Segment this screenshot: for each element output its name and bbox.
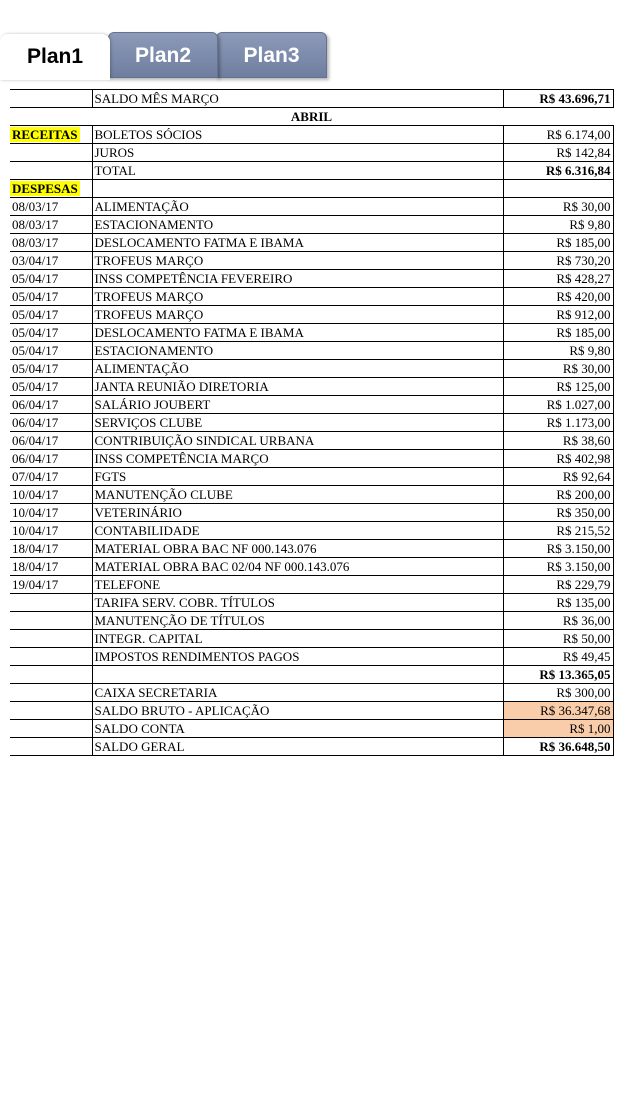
despesa-row [10, 342, 613, 360]
despesa-row [10, 360, 613, 378]
despesa-date[interactable]: 08/03/17 [10, 234, 92, 252]
despesa-value[interactable]: R$ 92,64 [503, 468, 613, 486]
despesa-value[interactable]: R$ 730,20 [503, 252, 613, 270]
despesas-label: DESPESAS [12, 181, 78, 196]
summary-value[interactable]: R$ 300,00 [503, 684, 613, 702]
despesa-value[interactable]: R$ 402,98 [503, 450, 613, 468]
despesa-value[interactable]: R$ 200,00 [503, 486, 613, 504]
despesa-value[interactable]: R$ 38,60 [503, 432, 613, 450]
despesas-header-row [10, 180, 613, 198]
summary-value[interactable]: R$ 36.347,68 [503, 702, 613, 720]
despesas-total-value[interactable]: R$ 13.365,05 [503, 666, 613, 684]
despesa-row [10, 270, 613, 288]
despesa-date[interactable]: 05/04/17 [10, 360, 92, 378]
despesa-value[interactable]: R$ 9,80 [503, 342, 613, 360]
despesa-date[interactable]: 05/04/17 [10, 378, 92, 396]
despesa-date[interactable] [10, 612, 92, 630]
despesa-value[interactable]: R$ 135,00 [503, 594, 613, 612]
despesa-row [10, 612, 613, 630]
despesa-desc[interactable]: MATERIAL OBRA BAC 02/04 NF 000.143.076 [92, 558, 503, 576]
summary-row [10, 720, 613, 738]
receitas-total-label[interactable]: TOTAL [92, 162, 503, 180]
despesa-row [10, 504, 613, 522]
summary-value[interactable]: R$ 36.648,50 [503, 738, 613, 756]
saldo-previous-row [10, 90, 613, 108]
despesa-date[interactable]: 07/04/17 [10, 468, 92, 486]
despesa-date[interactable]: 18/04/17 [10, 558, 92, 576]
receitas-row-0 [10, 126, 613, 144]
receita-desc[interactable]: BOLETOS SÓCIOS [92, 126, 503, 144]
receitas-total-value[interactable]: R$ 6.316,84 [503, 162, 613, 180]
cell-empty[interactable] [10, 720, 92, 738]
summary-desc[interactable]: SALDO GERAL [92, 738, 503, 756]
despesa-desc[interactable]: TARIFA SERV. COBR. TÍTULOS [92, 594, 503, 612]
receitas-total-row [10, 162, 613, 180]
despesa-desc[interactable]: MANUTENÇÃO CLUBE [92, 486, 503, 504]
despesa-date[interactable]: 10/04/17 [10, 486, 92, 504]
despesa-desc[interactable]: FGTS [92, 468, 503, 486]
despesa-row [10, 216, 613, 234]
sheet-tab-bar [0, 0, 618, 90]
despesa-desc[interactable]: DESLOCAMENTO FATMA E IBAMA [92, 234, 503, 252]
despesa-row [10, 396, 613, 414]
despesas-total-row [10, 666, 613, 684]
despesa-date[interactable]: 19/04/17 [10, 576, 92, 594]
despesa-row [10, 558, 613, 576]
saldo-previous-value[interactable]: R$ 43.696,71 [503, 90, 613, 108]
despesa-desc[interactable]: ALIMENTAÇÃO [92, 198, 503, 216]
summary-row [10, 702, 613, 720]
despesa-date[interactable]: 06/04/17 [10, 414, 92, 432]
despesa-row [10, 630, 613, 648]
receita-desc[interactable]: JUROS [92, 144, 503, 162]
despesa-desc[interactable]: VETERINÁRIO [92, 504, 503, 522]
cell-empty[interactable] [10, 90, 92, 108]
despesa-desc[interactable]: DESLOCAMENTO FATMA E IBAMA [92, 324, 503, 342]
receita-value[interactable]: R$ 6.174,00 [503, 126, 613, 144]
summary-desc[interactable]: CAIXA SECRETARIA [92, 684, 503, 702]
despesa-date[interactable]: 18/04/17 [10, 540, 92, 558]
despesa-value[interactable]: R$ 428,27 [503, 270, 613, 288]
despesa-desc[interactable]: JANTA REUNIÃO DIRETORIA [92, 378, 503, 396]
receitas-label: RECEITAS [12, 127, 78, 142]
despesa-desc[interactable]: SERVIÇOS CLUBE [92, 414, 503, 432]
despesa-row [10, 540, 613, 558]
despesa-date[interactable]: 08/03/17 [10, 198, 92, 216]
receitas-row-1 [10, 144, 613, 162]
cell-empty[interactable] [503, 180, 613, 198]
despesa-value[interactable]: R$ 3.150,00 [503, 558, 613, 576]
despesa-value[interactable]: R$ 30,00 [503, 198, 613, 216]
despesa-desc[interactable]: SALÁRIO JOUBERT [92, 396, 503, 414]
despesa-desc[interactable]: INTEGR. CAPITAL [92, 630, 503, 648]
despesa-desc[interactable]: ESTACIONAMENTO [92, 216, 503, 234]
despesa-date[interactable]: 03/04/17 [10, 252, 92, 270]
despesa-row [10, 468, 613, 486]
despesa-row [10, 450, 613, 468]
despesa-value[interactable]: R$ 1.027,00 [503, 396, 613, 414]
despesa-desc[interactable]: MANUTENÇÃO DE TÍTULOS [92, 612, 503, 630]
summary-row [10, 684, 613, 702]
despesa-value[interactable]: R$ 30,00 [503, 360, 613, 378]
despesa-desc[interactable]: CONTABILIDADE [92, 522, 503, 540]
despesa-row [10, 486, 613, 504]
despesa-desc[interactable]: IMPOSTOS RENDIMENTOS PAGOS [92, 648, 503, 666]
receita-value[interactable]: R$ 142,84 [503, 144, 613, 162]
cell-empty[interactable] [10, 144, 92, 162]
despesa-row [10, 594, 613, 612]
despesa-date[interactable]: 05/04/17 [10, 324, 92, 342]
summary-desc[interactable]: SALDO BRUTO - APLICAÇÃO [92, 702, 503, 720]
cell-empty[interactable] [10, 666, 92, 684]
despesa-value[interactable]: R$ 350,00 [503, 504, 613, 522]
spreadsheet-table [10, 89, 614, 756]
despesa-value[interactable]: R$ 912,00 [503, 306, 613, 324]
despesa-row [10, 252, 613, 270]
despesa-row [10, 378, 613, 396]
summary-row [10, 738, 613, 756]
despesa-desc[interactable]: ESTACIONAMENTO [92, 342, 503, 360]
saldo-previous-label[interactable]: SALDO MÊS MARÇO [92, 90, 503, 108]
despesa-row [10, 576, 613, 594]
despesas-label-cell[interactable] [10, 180, 92, 198]
despesa-row [10, 648, 613, 666]
despesa-value[interactable]: R$ 50,00 [503, 630, 613, 648]
despesa-date[interactable]: 05/04/17 [10, 288, 92, 306]
summary-desc[interactable]: SALDO CONTA [92, 720, 503, 738]
despesa-date[interactable]: 05/04/17 [10, 270, 92, 288]
despesa-date[interactable]: 06/04/17 [10, 432, 92, 450]
despesa-row [10, 306, 613, 324]
summary-value[interactable]: R$ 1,00 [503, 720, 613, 738]
despesa-row [10, 522, 613, 540]
despesa-row [10, 288, 613, 306]
despesa-date[interactable]: 08/03/17 [10, 216, 92, 234]
despesa-date[interactable]: 10/04/17 [10, 522, 92, 540]
despesa-value[interactable]: R$ 185,00 [503, 324, 613, 342]
despesa-value[interactable]: R$ 229,79 [503, 576, 613, 594]
despesa-row [10, 432, 613, 450]
despesa-row [10, 414, 613, 432]
despesa-date[interactable]: 06/04/17 [10, 450, 92, 468]
cell-empty[interactable] [92, 180, 503, 198]
despesa-desc[interactable]: ALIMENTAÇÃO [92, 360, 503, 378]
despesa-row [10, 198, 613, 216]
despesa-date[interactable]: 05/04/17 [10, 342, 92, 360]
despesa-value[interactable]: R$ 49,45 [503, 648, 613, 666]
despesa-date[interactable] [10, 594, 92, 612]
despesa-value[interactable]: R$ 185,00 [503, 234, 613, 252]
despesa-desc[interactable]: MATERIAL OBRA BAC NF 000.143.076 [92, 540, 503, 558]
cell-empty[interactable] [92, 666, 503, 684]
despesa-date[interactable]: 05/04/17 [10, 306, 92, 324]
despesa-value[interactable]: R$ 125,00 [503, 378, 613, 396]
despesa-value[interactable]: R$ 215,52 [503, 522, 613, 540]
despesa-row [10, 324, 613, 342]
tab-plan1[interactable]: Plan1 [0, 34, 110, 80]
despesa-date[interactable]: 06/04/17 [10, 396, 92, 414]
despesa-value[interactable]: R$ 3.150,00 [503, 540, 613, 558]
despesa-desc[interactable]: CONTRIBUIÇÃO SINDICAL URBANA [92, 432, 503, 450]
despesa-desc[interactable]: INSS COMPETÊNCIA MARÇO [92, 450, 503, 468]
despesa-desc[interactable]: INSS COMPETÊNCIA FEVEREIRO [92, 270, 503, 288]
despesa-date[interactable] [10, 648, 92, 666]
despesa-desc[interactable]: TROFEUS MARÇO [92, 288, 503, 306]
despesa-date[interactable]: 10/04/17 [10, 504, 92, 522]
despesa-value[interactable]: R$ 1.173,00 [503, 414, 613, 432]
despesa-desc[interactable]: TROFEUS MARÇO [92, 252, 503, 270]
month-header[interactable]: ABRIL [10, 108, 613, 126]
cell-empty[interactable] [10, 162, 92, 180]
despesa-value[interactable]: R$ 36,00 [503, 612, 613, 630]
despesa-desc[interactable]: TROFEUS MARÇO [92, 306, 503, 324]
cell-empty[interactable] [10, 684, 92, 702]
tab-plan3[interactable]: Plan3 [216, 32, 327, 78]
month-row [10, 108, 613, 126]
despesa-value[interactable]: R$ 9,80 [503, 216, 613, 234]
despesa-row [10, 234, 613, 252]
cell-empty[interactable] [10, 738, 92, 756]
receitas-label-cell[interactable] [10, 126, 92, 144]
tab-plan2[interactable]: Plan2 [108, 32, 218, 78]
despesa-value[interactable]: R$ 420,00 [503, 288, 613, 306]
cell-empty[interactable] [10, 702, 92, 720]
despesa-date[interactable] [10, 630, 92, 648]
despesa-desc[interactable]: TELEFONE [92, 576, 503, 594]
